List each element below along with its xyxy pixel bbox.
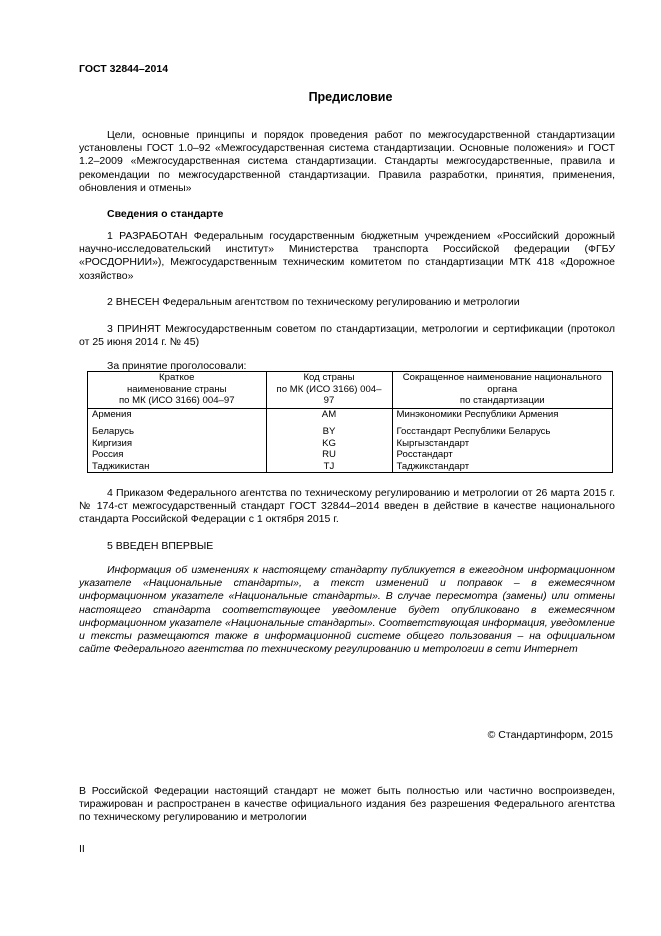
header-country-name: Краткое наименование страны по МК (ИСО 3166) 004–97 bbox=[88, 372, 267, 409]
intro-paragraph: Цели, основные принципы и порядок проведения работ по межгосударственной стандартизации установлены ГОСТ 1.0–92 «Межгосударственная система стандартизации. Основные положения» и ГОСТ 1.2–2009 «Межгосударственная система стандартизации. Стандарты межгосударственные, правила и рекомендации по межгосударственной стандартизации. Правила разработки, принятия, применения, обновления и отмены» bbox=[79, 129, 615, 194]
table-row bbox=[88, 438, 613, 450]
standards-body: Кыргызстандарт bbox=[392, 438, 613, 450]
header-country-code: Код страны по МК (ИСО 3166) 004– 97 bbox=[266, 372, 392, 409]
voting-countries-table bbox=[87, 371, 613, 473]
country-name: Армения bbox=[88, 408, 267, 426]
item-5-introduced-first: 5 ВВЕДЕН ВПЕРВЫЕ bbox=[107, 540, 214, 552]
standards-body: Таджикстандарт bbox=[392, 461, 613, 473]
item-1-developed-by: 1 РАЗРАБОТАН Федеральным государственным бюджетным учреждением «Российский дорожный научно-исследовательский институт» Министерства транспорта Российской федерации (ФГБУ «РОСДОРНИИ»), Межгосударственным техническим комитетом по стандартизации МТК 418 «Дорожное хозяйство» bbox=[79, 230, 615, 282]
table-header-row bbox=[88, 372, 613, 409]
item-4-order: 4 Приказом Федерального агентства по техническому регулированию и метрологии от 26 марта 2015 г. № 174-ст межгосударственный стандарт ГОСТ 32844–2014 введен в действие в качестве национального стандарта Российской Федерации с 1 октября 2015 г. bbox=[79, 487, 615, 526]
standards-body: Минэкономики Республики Армения bbox=[392, 408, 613, 426]
country-name: Россия bbox=[88, 449, 267, 461]
table-row bbox=[88, 408, 613, 426]
item-2-introduced-by: 2 ВНЕСЕН Федеральным агентством по техническому регулированию и метрологии bbox=[107, 296, 520, 308]
table-row bbox=[88, 461, 613, 473]
country-code: BY bbox=[266, 426, 392, 438]
header-standards-body: Сокращенное наименование национального органа по стандартизации bbox=[392, 372, 613, 409]
country-name: Киргизия bbox=[88, 438, 267, 450]
page-title: Предисловие bbox=[308, 90, 393, 104]
vote-label: За принятие проголосовали: bbox=[107, 360, 247, 372]
changes-info-paragraph: Информация об изменениях к настоящему стандарту публикуется в ежегодном информационном указателе «Национальные стандарты», а текст изменений и поправок – в ежемесячном информационном указателе «Национальные стандарты». В случае пересмотра (замены) или отмены настоящего стандарта соответствующее уведомление будет опубликовано в ежемесячном информационном указателе «Национальные стандарты». Соответствующая информация, уведомление и тексты размещаются также в информационной системе общего пользования – на официальном сайте Федерального агентства по техническому регулированию и метрологии в сети Интернет bbox=[79, 564, 615, 656]
country-code: RU bbox=[266, 449, 392, 461]
copyright: © Стандартинформ, 2015 bbox=[487, 729, 613, 741]
country-code: KG bbox=[266, 438, 392, 450]
country-code: AM bbox=[266, 408, 392, 426]
document-code: ГОСТ 32844–2014 bbox=[79, 63, 169, 75]
reproduction-notice: В Российской Федерации настоящий стандарт не может быть полностью или частично воспроизведен, тиражирован и распространен в качестве официального издания без разрешения Федерального агентства по техническому регулированию и метрологии bbox=[79, 785, 615, 824]
page-number: II bbox=[79, 843, 85, 855]
table-row bbox=[88, 449, 613, 461]
country-name: Таджикистан bbox=[88, 461, 267, 473]
standards-body: Росстандарт bbox=[392, 449, 613, 461]
standards-body: Госстандарт Республики Беларусь bbox=[392, 426, 613, 438]
section-heading: Сведения о стандарте bbox=[107, 208, 224, 220]
country-name: Беларусь bbox=[88, 426, 267, 438]
country-code: TJ bbox=[266, 461, 392, 473]
table-row bbox=[88, 426, 613, 438]
item-3-adopted-by: 3 ПРИНЯТ Межгосударственным советом по стандартизации, метрологии и сертификации (протокол от 25 июня 2014 г. № 45) bbox=[79, 323, 615, 349]
